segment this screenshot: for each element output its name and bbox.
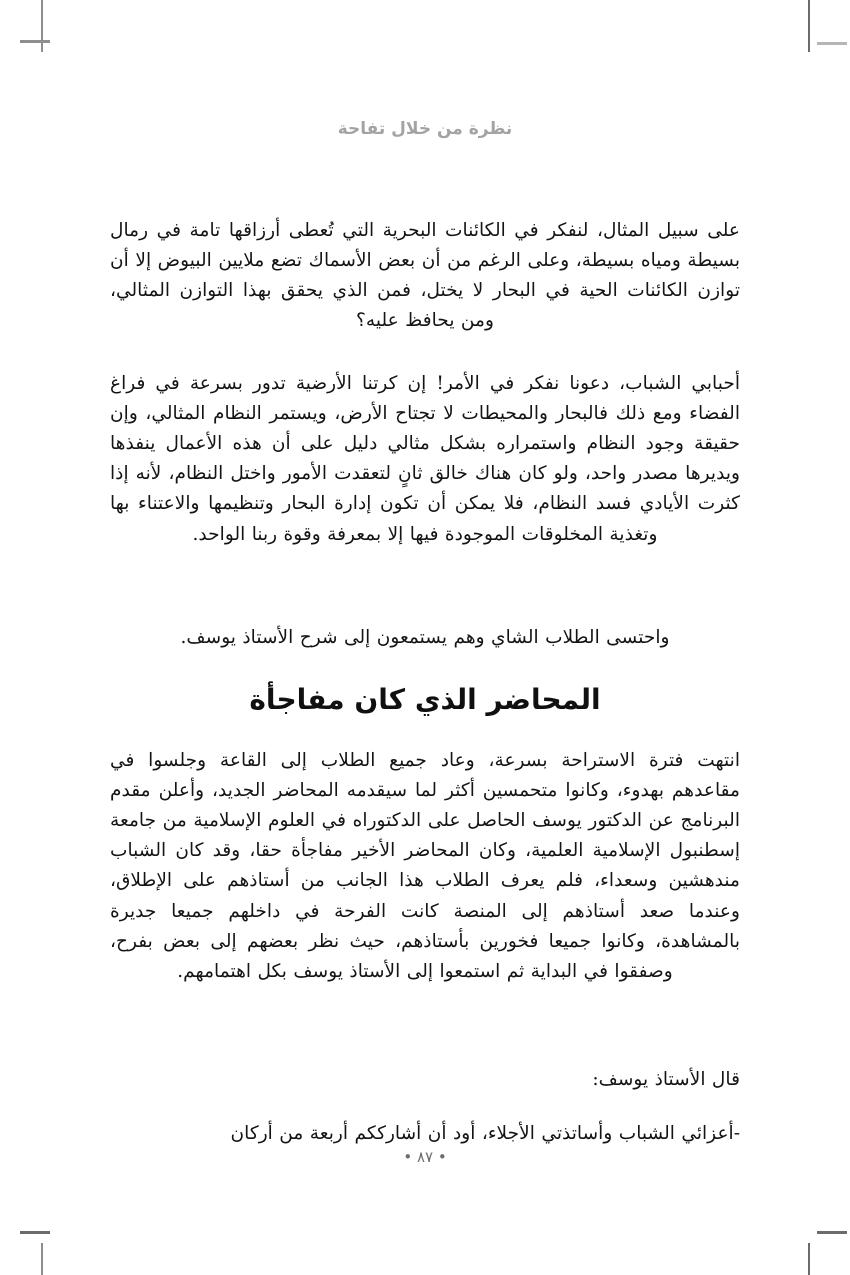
body-paragraph: على سبيل المثال، لنفكر في الكائنات البحرية التي تُعطى أرزاقها تامة في رمال بسيطة ومياه بسيطة، وعلى الرغم من أن بعض الأسماك تضع ملايين البيوض إلا أن توازن الكائنات الحية في البحار لا يختل، فمن الذي يحقق بهذا التوازن المثالي، ومن يحافظ عليه؟ bbox=[110, 219, 740, 332]
body-paragraph: أحبابي الشباب، دعونا نفكر في الأمر! إن كرتنا الأرضية تدور بسرعة في فراغ الفضاء ومع ذلك فالبحار والمحيطات لا تجتاح الأرض، ويستمر النظام المثالي، وإن حقيقة وجود النظام واستمراره بشكل مثالي دليل على أن هذه الأعمال ينفذها ويديرها مصدر واحد، ولو كان هناك خالق ثانٍ لتعقدت الأمور واختل النظام، لأنه إذا كثرت الأيادي فسد النظام، فلا يمكن أن تكون إدارة البحار وتنظيمها والاعتناء بها وتغذية المخلوقات الموجودة فيها إلا بمعرفة وقوة ربنا الواحد. bbox=[110, 372, 740, 545]
body-paragraph: انتهت فترة الاستراحة بسرعة، وعاد جميع الطلاب إلى القاعة وجلسوا في مقاعدهم بهدوء، وكانوا متحمسين أكثر لما سيقدمه المحاضر الجديد، وأعلن مقدم البرنامج عن الدكتور يوسف الحاصل على الدكتوراه في العلوم الإسلامية من جامعة إسطنبول الإسلامية العلمية، وكان المحاضر الأخير مفاجأة حقا، وقد كان الشباب مندهشين وسعداء، فلم يعرف الطلاب هذا الجانب من أستاذهم على الإطلاق، وعندما صعد أستاذهم إلى المنصة كانت الفرحة في داخلهم جميعا جديرة بالمشاهدة، وكانوا جميعا فخورين بأستاذهم، حيث نظر بعضهم إلى بعض بفرح، وصفقوا في البداية ثم استمعوا إلى الأستاذ يوسف بكل اهتمامهم. bbox=[110, 749, 740, 983]
crop-mark-top-right-vertical bbox=[808, 0, 810, 52]
crop-mark-top-right-horizontal bbox=[817, 42, 847, 45]
body-paragraph: -أعزائي الشباب وأساتذتي الأجلاء، أود أن أشارككم أربعة من أركان bbox=[230, 1122, 740, 1144]
crop-mark-top-left-vertical bbox=[41, 0, 43, 52]
page-number: • ٨٧ • bbox=[403, 1148, 447, 1166]
running-head: نظرة من خلال تفاحة bbox=[337, 119, 513, 139]
section-heading: المحاضر الذي كان مفاجأة bbox=[249, 683, 601, 717]
text-block bbox=[110, 0, 740, 1275]
crop-mark-bottom-right-vertical bbox=[808, 1243, 810, 1275]
body-paragraph: قال الأستاذ يوسف: bbox=[592, 1068, 740, 1090]
crop-mark-bottom-left-horizontal bbox=[20, 1231, 50, 1234]
crop-mark-top-left-horizontal bbox=[20, 40, 50, 43]
crop-mark-bottom-left-vertical bbox=[41, 1243, 43, 1275]
crop-mark-bottom-right-horizontal bbox=[817, 1231, 847, 1234]
body-paragraph: واحتسى الطلاب الشاي وهم يستمعون إلى شرح الأستاذ يوسف. bbox=[180, 626, 670, 648]
